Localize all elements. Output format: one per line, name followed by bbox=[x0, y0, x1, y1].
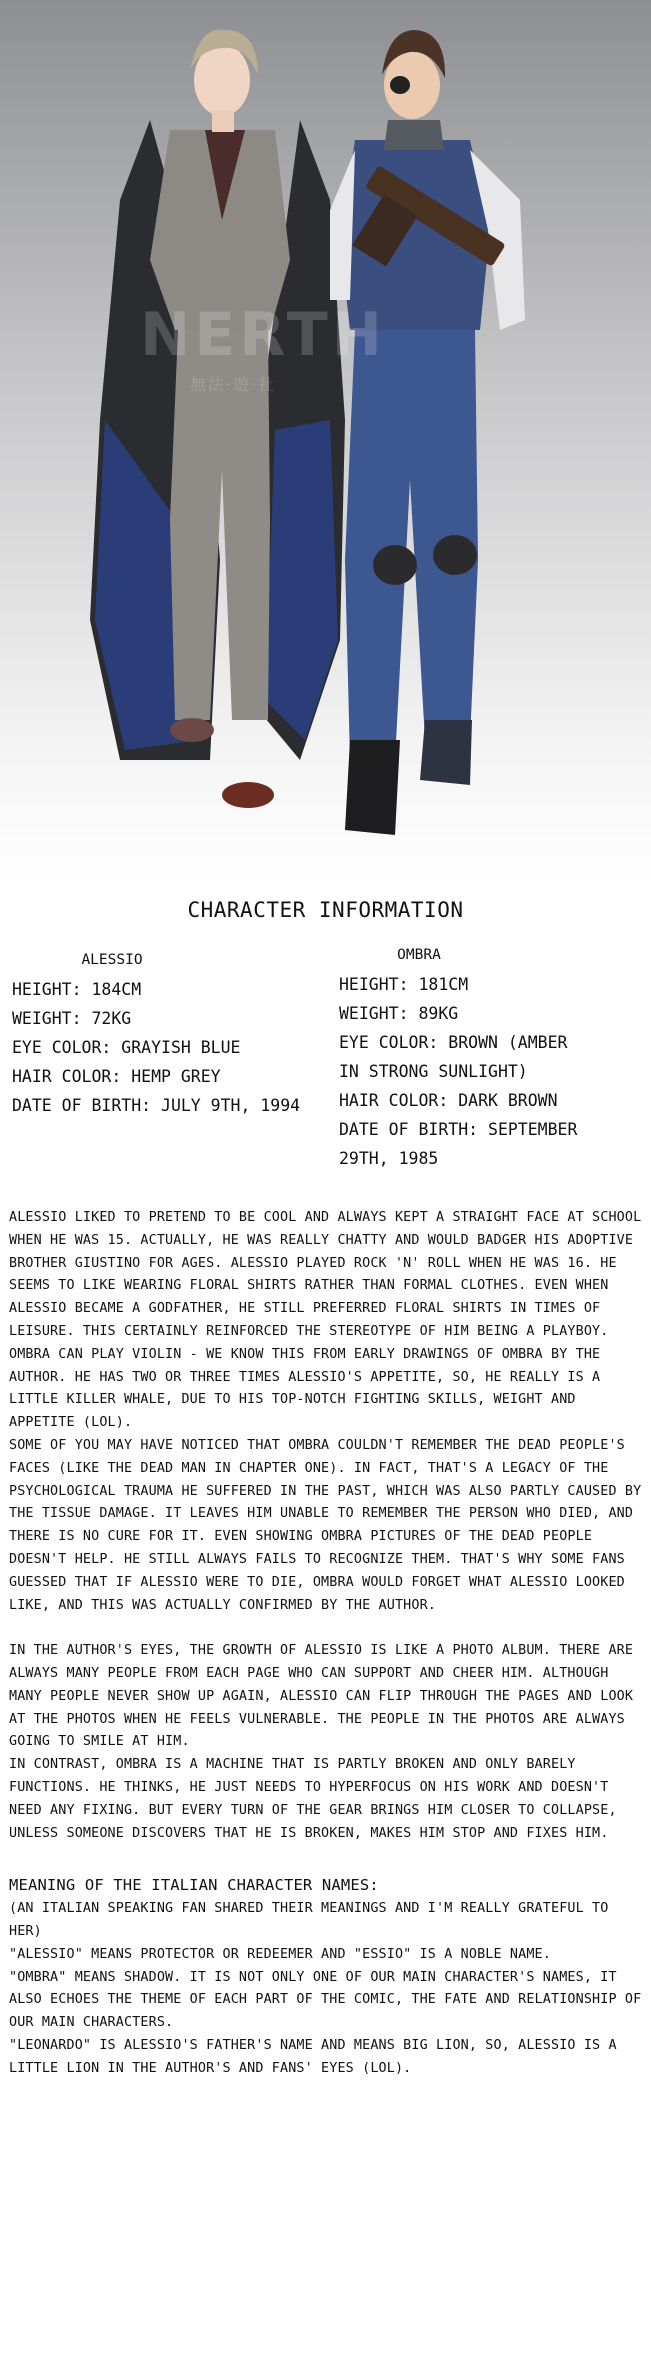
paragraph: SOME OF YOU MAY HAVE NOTICED THAT OMBRA COULDN'T REMEMBER THE DEAD PEOPLE'S FACES (LIKE THE DEAD MAN IN CHAPTER ONE). IN FACT, THAT'S A LEGACY OF THE PSYCHOLOGICAL TRAUMA HE SUFFERED IN THE PAST, WHICH WAS ALSO PARTLY CAUSED BY THE TISSUE DAMAGE. IT LEAVES HIM UNABLE TO REMEMBER THE PERSON WHO DIED, AND THERE IS NO CURE FOR IT. EVEN SHOWING OMBRA PICTURES OF THE DEAD PEOPLE DOESN'T HELP. HE STILL ALWAYS FAILS TO RECOGNIZE THEM. THAT'S WHY SOME FANS GUESSED THAT IF ALESSIO WERE TO DIE, OMBRA WOULD FORGET WHAT ALESSIO LOOKED LIKE, AND THIS WAS ACTUALLY CONFIRMED BY THE AUTHOR. bbox=[9, 1437, 642, 1613]
stat-eye-color: EYE COLOR: GRAYISH BLUE bbox=[12, 1038, 241, 1057]
stat-eye-color-cont: IN STRONG SUNLIGHT) bbox=[339, 1062, 528, 1081]
name-meaning: "ALESSIO" MEANS PROTECTOR OR REDEEMER AND "ESSIO" IS A NOBLE NAME. bbox=[9, 1946, 551, 1962]
watermark: NERTH bbox=[140, 300, 386, 370]
paragraph: ALESSIO LIKED TO PRETEND TO BE COOL AND ALWAYS KEPT A STRAIGHT FACE AT SCHOOL WHEN HE WAS 15. ACTUALLY, HE WAS REALLY CHATTY AND WOULD BADGER HIS ADOPTIVE BROTHER GIUSTINO FOR AGES. ALESSIO PLAYED ROCK 'N' ROLL WHEN HE WAS 16. HE SEEMS TO LIKE WEARING FLORAL SHIRTS RATHER THAN FORMAL CLOTHES. EVEN WHEN ALESSIO BECAME A GODFATHER, HE STILL PREFERRED FLORAL SHIRTS IN TIMES OF LEISURE. THIS CERTAINLY REINFORCED THE STEREOTYPE OF HIM BEING A PLAYBOY. bbox=[9, 1210, 642, 1339]
character-name: OMBRA bbox=[397, 947, 441, 963]
stat-height: HEIGHT: 181CM bbox=[339, 975, 469, 994]
name-meaning: "LEONARDO" IS ALESSIO'S FATHER'S NAME AND MEANS BIG LION, SO, ALESSIO IS A LITTLE LION IN THE AUTHOR'S AND FANS' EYES (LOL). bbox=[9, 2037, 617, 2076]
stat-date-of-birth: DATE OF BIRTH: SEPTEMBER bbox=[339, 1120, 578, 1139]
name-meaning: "OMBRA" MEANS SHADOW. IT IS NOT ONLY ONE OF OUR MAIN CHARACTER'S NAMES, IT ALSO ECHOES THE THEME OF EACH PART OF THE COMIC, THE FATE AND RELATIONSHIP OF OUR MAIN CHARACTERS. bbox=[9, 1969, 642, 2031]
stat-weight: WEIGHT: 89KG bbox=[339, 1004, 459, 1023]
stat-eye-color: EYE COLOR: BROWN (AMBER bbox=[339, 1033, 568, 1052]
stat-height: HEIGHT: 184CM bbox=[12, 980, 142, 999]
stat-hair-color: HAIR COLOR: DARK BROWN bbox=[339, 1091, 558, 1110]
paragraph: IN CONTRAST, OMBRA IS A MACHINE THAT IS PARTLY BROKEN AND ONLY BARELY FUNCTIONS. HE THINKS, HE JUST NEEDS TO HYPERFOCUS ON HIS WORK AND DOESN'T NEED ANY FIXING. BUT EVERY TURN OF THE GEAR BRINGS HIM CLOSER TO COLLAPSE, UNLESS SOMEONE DISCOVERS THAT HE IS BROKEN, MAKES HIM STOP AND FIXES HIM. bbox=[9, 1757, 617, 1841]
stat-date-of-birth: DATE OF BIRTH: JULY 9TH, 1994 bbox=[12, 1096, 301, 1115]
ombra-figure bbox=[330, 30, 525, 835]
stat-date-of-birth-cont: 29TH, 1985 bbox=[339, 1149, 439, 1168]
ombra-stats bbox=[339, 940, 645, 1173]
watermark-subtitle: 無法·遊·社 bbox=[190, 375, 277, 394]
stat-hair-color: HAIR COLOR: HEMP GREY bbox=[12, 1067, 221, 1086]
character-description bbox=[9, 1207, 643, 2080]
names-heading: MEANING OF THE ITALIAN CHARACTER NAMES: bbox=[9, 1876, 379, 1895]
names-note: (AN ITALIAN SPEAKING FAN SHARED THEIR MEANINGS AND I'M REALLY GRATEFUL TO HER) bbox=[9, 1901, 609, 1939]
paragraph: OMBRA CAN PLAY VIOLIN - WE KNOW THIS FROM EARLY DRAWINGS OF OMBRA BY THE AUTHOR. HE HAS TWO OR THREE TIMES ALESSIO'S APPETITE, SO, HE REALLY IS A LITTLE KILLER WHALE, DUE TO HIS TOP-NOTCH FIGHTING SKILLS, WEIGHT AND APPETITE (LOL). bbox=[9, 1346, 601, 1431]
character-artwork bbox=[0, 0, 651, 880]
stat-weight: WEIGHT: 72KG bbox=[12, 1009, 132, 1028]
paragraph: IN THE AUTHOR'S EYES, THE GROWTH OF ALESSIO IS LIKE A PHOTO ALBUM. THERE ARE ALWAYS MANY PEOPLE FROM EACH PAGE WHO CAN SUPPORT AND CHEER HIM. ALTHOUGH MANY PEOPLE NEVER SHOW UP AGAIN, ALESSIO CAN FLIP THROUGH THE PAGES AND LOOK AT THE PHOTOS WHEN HE FEELS VULNERABLE. THE PEOPLE IN THE PHOTOS ARE ALWAYS GOING TO SMILE AT HIM. bbox=[9, 1643, 634, 1750]
character-illustration bbox=[0, 0, 651, 880]
section-title: CHARACTER INFORMATION bbox=[187, 898, 464, 922]
character-name: ALESSIO bbox=[81, 952, 143, 968]
alessio-figure bbox=[90, 30, 345, 809]
alessio-stats bbox=[12, 945, 332, 1120]
